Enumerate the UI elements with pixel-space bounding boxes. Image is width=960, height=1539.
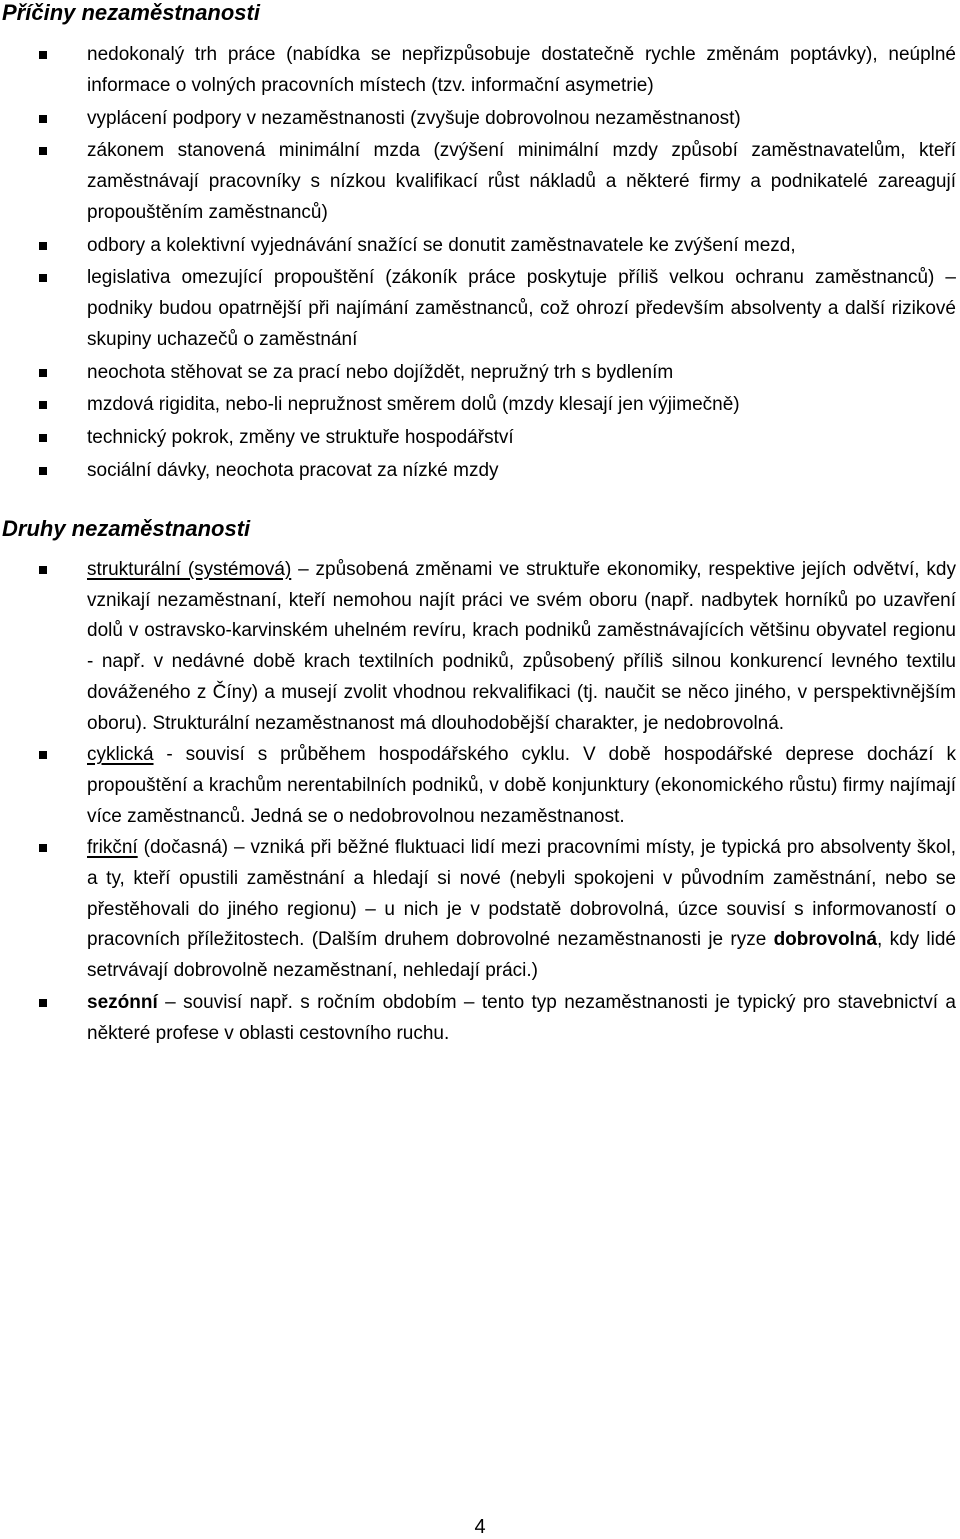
list-item-text: - souvisí s průběhem hospodářského cyklu. V době hospodářské deprese dochází k propouštění a krachům nerentabilních podniků, v době konjunktury (ekonomického růstu) firmy najímají více zaměstnanců. Jedná se o nedobrovolnou nezaměstnanost.	[87, 744, 956, 827]
page-number: 4	[474, 1516, 486, 1538]
square-bullet-icon	[39, 999, 47, 1007]
square-bullet-icon	[39, 566, 47, 574]
list-item-text: neochota stěhovat se za prací nebo dojíždět, nepružný trh s bydlením	[87, 361, 674, 383]
list-item-text: – způsobená změnami ve struktuře ekonomiky, respektive jejích odvětví, kdy vznikají nezaměstnaní, kteří nemohou najít práci ve svém oboru (např. nadbytek horníků po uzavření dolů v ostravsko-karvinském uhelném revíru, krach podniků zaměstnávajících většinu obyvatel regionu - např. v nedávné době krach textilních podniků, způsobený příliš silnou konkurencí levného textilu dováženého z Číny) a musejí zvolit vhodnou rekvalifikaci (tj. naučit se něco jiného, v perspektivnějším oboru). Strukturální nezaměstnanost má dlouhodobější charakter, je nedobrovolná.	[87, 559, 956, 734]
list-item	[0, 104, 956, 135]
term-cyclical: cyklická	[87, 744, 154, 766]
list-item-text: (dočasná) – vzniká při běžné fluktuaci lidí mezi pracovními místy, je typická pro absolventy škol, a ty, kteří opustili zaměstnání a hledají si nové (nebyli spokojeni v původním zaměstnání, nebo se přestěhovali do jiného regionu) – u nich je v podstatě dobrovolná, úzce souvisí s informovaností o pracovních příležitostech. (Dalším druhem dobrovolné nezaměstnanosti je ryze	[87, 837, 956, 951]
list-item-seasonal	[0, 988, 956, 1049]
list-item-text-after: , kdy lidé setrvávají dobrovolně nezaměstnaní, nehledají práci.)	[87, 929, 956, 982]
causes-list	[0, 40, 960, 489]
square-bullet-icon	[39, 844, 47, 852]
square-bullet-icon	[39, 467, 47, 475]
term-frictional: frikční	[87, 837, 138, 859]
list-item-text: zákonem stanovená minimální mzda (zvýšení minimální mzdy způsobí zaměstnavatelům, kteří zaměstnávají pracovníky s nízkou kvalifikací růst nákladů a některé firmy a podnikatelé zareagují propouštěním zaměstnanců)	[87, 140, 956, 223]
square-bullet-icon	[39, 369, 47, 377]
term-structural: strukturální (systémová)	[87, 559, 292, 580]
square-bullet-icon	[39, 274, 47, 282]
section-heading-causes: Příčiny nezaměstnanosti	[2, 0, 260, 25]
list-item-text: technický pokrok, změny ve struktuře hospodářství	[87, 427, 514, 449]
square-bullet-icon	[39, 751, 47, 759]
list-item-structural	[0, 555, 956, 739]
types-list	[0, 555, 960, 1050]
list-item-text: nedokonalý trh práce (nabídka se nepřizpůsobuje dostatečně rychle změnám poptávky), neúplné informace o volných pracovních místech (tzv. informační asymetrie)	[87, 44, 956, 96]
list-item-text: mzdová rigidita, nebo-li nepružnost směrem dolů (mzdy klesají jen výjimečně)	[87, 394, 740, 416]
section-heading-types: Druhy nezaměstnanosti	[2, 516, 251, 541]
square-bullet-icon	[39, 434, 47, 442]
list-item-cyclical	[0, 740, 956, 832]
list-item	[0, 358, 956, 389]
list-item-frictional	[0, 833, 956, 987]
term-seasonal: sezónní	[87, 991, 158, 1013]
list-item	[0, 40, 956, 101]
square-bullet-icon	[39, 401, 47, 409]
list-item-text: sociální dávky, neochota pracovat za nízké mzdy	[87, 459, 499, 481]
list-item	[0, 423, 956, 454]
list-item	[0, 390, 956, 421]
list-item-text: legislativa omezující propouštění (zákoník práce poskytuje příliš velkou ochranu zaměstnanců) – podniky budou opatrnější při najímání zaměstnanců, což ohrozí především absolventy a další rizikové skupiny uchazečů o zaměstnání	[87, 267, 956, 350]
list-item	[0, 456, 956, 487]
square-bullet-icon	[39, 51, 47, 59]
list-item-text: odbory a kolektivní vyjednávání snažící se donutit zaměstnavatele ke zvýšení mezd,	[87, 234, 796, 256]
term-voluntary: dobrovolná	[773, 929, 878, 951]
list-item-text: – souvisí např. s ročním obdobím – tento typ nezaměstnanosti je typický pro stavebnictví a některé profese v oblasti cestovního ruchu.	[87, 991, 956, 1044]
square-bullet-icon	[39, 242, 47, 250]
list-item	[0, 136, 956, 228]
square-bullet-icon	[39, 115, 47, 123]
list-item	[0, 263, 956, 355]
list-item-text: vyplácení podpory v nezaměstnanosti (zvyšuje dobrovolnou nezaměstnanost)	[87, 107, 741, 129]
list-item	[0, 231, 956, 262]
square-bullet-icon	[39, 147, 47, 155]
